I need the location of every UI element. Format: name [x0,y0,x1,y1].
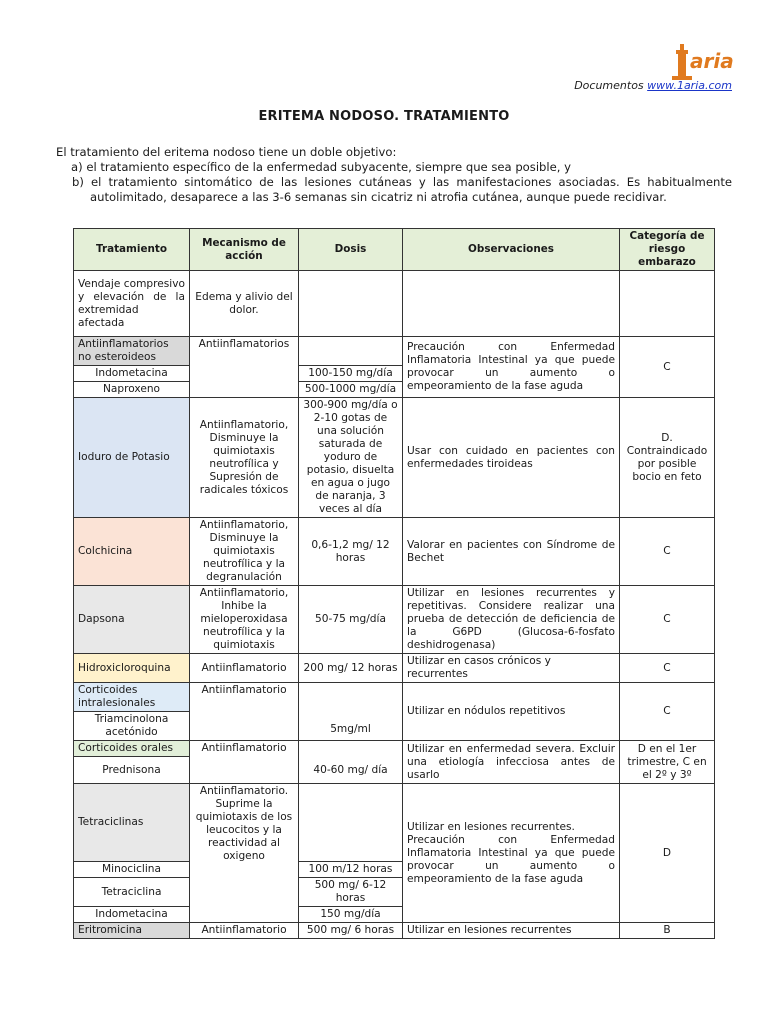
header-mecanismo: Mecanismo de acción [190,229,299,271]
table-row [74,741,715,757]
table-row [74,923,715,939]
cell-category: C [620,518,715,586]
table-row [74,784,715,862]
aria-logo [668,40,738,82]
cell-treatment: Tetraciclinas [74,784,190,862]
cell-dose: 0,6-1,2 mg/ 12 horas [299,518,403,586]
cell-treatment: Ioduro de Potasio [74,398,190,518]
cell-dose: 300-900 mg/día o 2-10 gotas de una solución saturada de yoduro de potasio, disuelta en agua o jugo de naranja, 3 veces al día [299,398,403,518]
page-title: ERITEMA NODOSO. TRATAMIENTO [258,109,510,124]
cell-dose [299,337,403,366]
cell-dose: 5mg/ml [299,683,403,741]
cell-mechanism: Antiinflamatorio. Suprime la quimiotaxis de los leucocitos y la reactividad al oxigeno [190,784,299,923]
cell-treatment: Triamcinolona acetónido [74,712,190,741]
cell-mechanism: Antiinflamatorio [190,683,299,741]
cell-dose: 500 mg/ 6-12 horas [299,878,403,907]
cell-observations: Utilizar en lesiones recurrentes y repetitivas. Considere realizar una prueba de detección de deficiencia de la G6PD (Glucosa-6-fosfato deshidrogenasa) [403,586,620,654]
cell-mechanism: Antiinflamatorio, Disminuye la quimiotaxis neutrofílica y la degranulación [190,518,299,586]
table-row [74,398,715,518]
cell-category: C [620,337,715,398]
table-row [74,586,715,654]
table-row [74,654,715,683]
logo-text: aria [690,49,734,73]
cell-dose [299,784,403,862]
observation-line: Utilizar en lesiones recurrentes. [407,820,575,833]
cell-dose [299,271,403,337]
cell-dose: 150 mg/día [299,907,403,923]
intro-paragraph: El tratamiento del eritema nodoso tiene un doble objetivo: [56,145,397,159]
cell-observations: Utilizar en enfermedad severa. Excluir una etiología infecciosa antes de usarlo [403,741,620,784]
cell-mechanism: Antiinflamatorio [190,923,299,939]
cell-observations [403,784,620,923]
table-header-row [74,229,715,271]
cell-dose: 500 mg/ 6 horas [299,923,403,939]
documents-prefix: Documentos [574,79,644,92]
cell-treatment: Antiinflamatorios no esteroideos [74,337,190,366]
cell-treatment: Naproxeno [74,382,190,398]
cell-category: D en el 1er trimestre, C en el 2º y 3º [620,741,715,784]
header-observaciones: Observaciones [403,229,620,271]
cell-category: C [620,683,715,741]
cell-observations: Utilizar en casos crónicos y recurrentes [403,654,620,683]
cell-dose: 100 m/12 horas [299,862,403,878]
table-row [74,518,715,586]
cell-observations: Usar con cuidado en pacientes con enfermedades tiroideas [403,398,620,518]
cell-dose: 40-60 mg/ día [299,741,403,784]
intro-item-a: a) el tratamiento específico de la enfermedad subyacente, siempre que sea posible, y [71,160,571,174]
cell-observations: Utilizar en lesiones recurrentes [403,923,620,939]
observation-line: Precaución con Enfermedad Inflamatoria Intestinal ya que puede provocar un aumento o empeoramiento de la fase aguda [407,833,615,885]
cell-dose: 100-150 mg/día [299,366,403,382]
cell-mechanism: Antiinflamatorio [190,654,299,683]
intro-text [56,145,732,205]
cell-dose: 500-1000 mg/día [299,382,403,398]
header-tratamiento: Tratamiento [74,229,190,271]
documents-line [574,79,732,92]
cell-treatment: Indometacina [74,366,190,382]
cell-treatment: Tetraciclina [74,878,190,907]
cell-treatment: Corticoides orales [74,741,190,757]
cell-treatment: Vendaje compresivo y elevación de la extremidad afectada [74,271,190,337]
cell-treatment: Prednisona [74,757,190,784]
cell-observations: Valorar en pacientes con Síndrome de Bechet [403,518,620,586]
cell-treatment: Indometacina [74,907,190,923]
header-categoria: Categoría de riesgo embarazo [620,229,715,271]
header-dosis: Dosis [299,229,403,271]
cell-treatment: Colchicina [74,518,190,586]
cell-mechanism: Antiinflamatorios [190,337,299,398]
cell-observations [403,271,620,337]
cell-mechanism: Antiinflamatorio [190,741,299,784]
website-link[interactable]: www.1aria.com [647,79,732,92]
cell-treatment: Corticoides intralesionales [74,683,190,712]
table-row [74,683,715,712]
table-row [74,337,715,366]
cell-treatment: Eritromicina [74,923,190,939]
cell-dose: 50-75 mg/día [299,586,403,654]
cell-category: C [620,654,715,683]
cell-category: D [620,784,715,923]
cell-mechanism: Antiinflamatorio, Inhibe la mieloperoxidasa neutrofílica y la quimiotaxis [190,586,299,654]
cell-dose: 200 mg/ 12 horas [299,654,403,683]
cell-mechanism: Edema y alivio del dolor. [190,271,299,337]
cell-mechanism: Antiinflamatorio, Disminuye la quimiotaxis neutrofílica y Supresión de radicales tóxicos [190,398,299,518]
cell-category: B [620,923,715,939]
cell-treatment: Hidroxicloroquina [74,654,190,683]
cell-treatment: Dapsona [74,586,190,654]
table-row [74,271,715,337]
cell-category: D. Contraindicado por posible bocio en feto [620,398,715,518]
intro-item-b: b) el tratamiento sintomático de las lesiones cutáneas y las manifestaciones asociadas. Es habitualmente autolimitado, desaparece a las 3-6 semanas sin cicatriz ni atrofia cutánea, aunque puede recidivar. [72,175,732,204]
cell-category: C [620,586,715,654]
cell-category [620,271,715,337]
cell-observations: Precaución con Enfermedad Inflamatoria Intestinal ya que puede provocar un aumento o empeoramiento de la fase aguda [403,337,620,398]
cell-observations: Utilizar en nódulos repetitivos [403,683,620,741]
cell-treatment: Minociclina [74,862,190,878]
treatment-table [73,228,715,939]
